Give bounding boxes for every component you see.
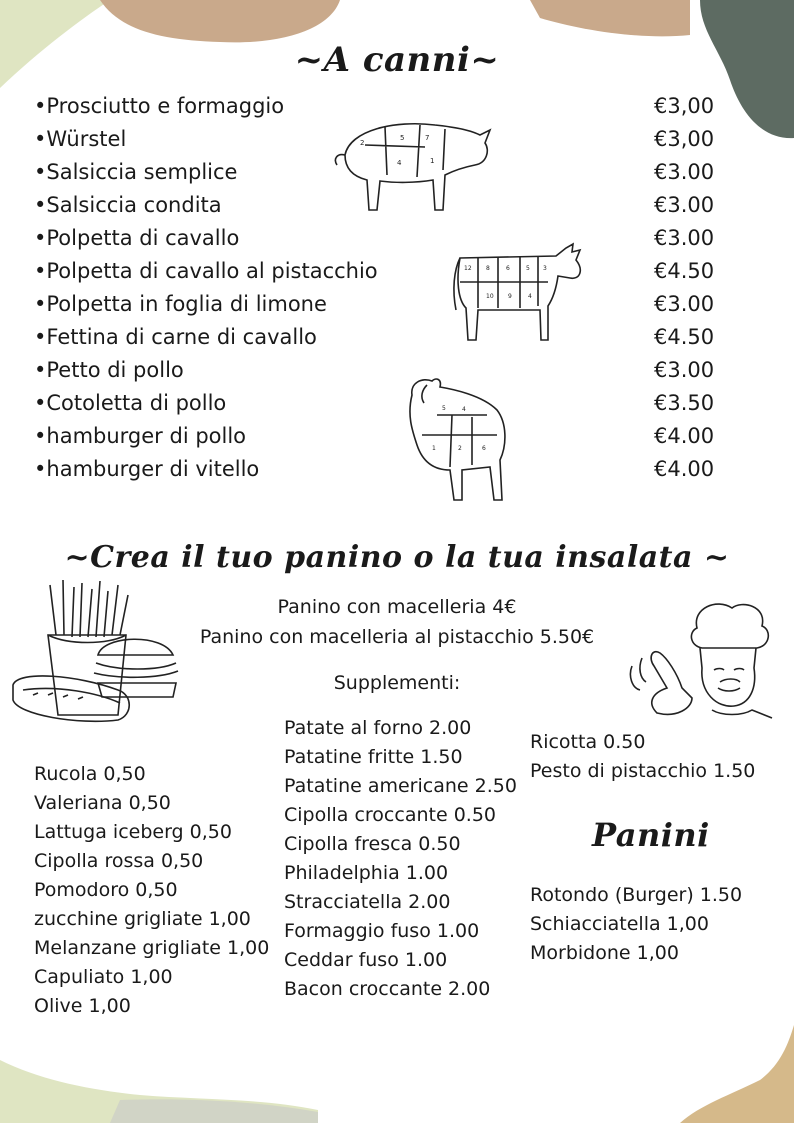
list-item: Cipolla rossa 0,50 bbox=[34, 850, 204, 872]
item-price: €3.00 bbox=[654, 160, 715, 184]
panini-items-list bbox=[530, 881, 742, 968]
svg-text:8: 8 bbox=[486, 265, 490, 272]
svg-text:10: 10 bbox=[486, 293, 494, 300]
item-price: €4.00 bbox=[654, 457, 715, 481]
cow-drawing bbox=[448, 240, 588, 345]
menu-row bbox=[34, 354, 724, 387]
sheep-drawing bbox=[392, 375, 512, 505]
supplements-label: Supplementi: bbox=[333, 672, 461, 694]
list-item: Cipolla croccante 0.50 bbox=[284, 804, 496, 826]
list-item: Pomodoro 0,50 bbox=[34, 879, 178, 901]
svg-text:4: 4 bbox=[528, 293, 532, 300]
svg-text:3: 3 bbox=[543, 265, 547, 272]
menu-row bbox=[34, 453, 724, 486]
item-price: €3.00 bbox=[654, 226, 715, 250]
svg-text:6: 6 bbox=[482, 445, 486, 452]
svg-text:12: 12 bbox=[464, 265, 472, 272]
panino-pistachio-price-line: Panino con macelleria al pistacchio 5.50€ bbox=[199, 626, 595, 648]
item-name: •Polpetta di cavallo al pistacchio bbox=[34, 259, 378, 283]
list-item: Lattuga iceberg 0,50 bbox=[34, 821, 232, 843]
item-price: €3.00 bbox=[654, 193, 715, 217]
svg-text:4: 4 bbox=[397, 159, 402, 167]
item-name: •Salsiccia semplice bbox=[34, 160, 238, 184]
list-item: Ricotta 0.50 bbox=[530, 731, 646, 753]
bottom-left-blob bbox=[0, 1060, 320, 1123]
menu-row bbox=[34, 222, 724, 255]
item-name: •Prosciutto e formaggio bbox=[34, 94, 285, 118]
item-price: €3.00 bbox=[654, 358, 715, 382]
svg-text:2: 2 bbox=[458, 445, 462, 452]
salad-items-list bbox=[34, 760, 269, 1021]
svg-text:6: 6 bbox=[506, 265, 510, 272]
list-item: Stracciatella 2.00 bbox=[284, 891, 451, 913]
svg-text:1: 1 bbox=[430, 157, 435, 165]
svg-text:1: 1 bbox=[432, 445, 436, 452]
list-item: zucchine grigliate 1,00 bbox=[34, 908, 251, 930]
item-name: •Polpetta in foglia di limone bbox=[34, 292, 327, 316]
item-name: •Petto di pollo bbox=[34, 358, 184, 382]
list-item: Morbidone 1,00 bbox=[530, 942, 679, 964]
item-price: €3,00 bbox=[654, 127, 715, 151]
panini-title: Panini bbox=[592, 816, 710, 854]
list-item: Formaggio fuso 1.00 bbox=[284, 920, 480, 942]
list-item: Melanzane grigliate 1,00 bbox=[34, 937, 270, 959]
item-name: •Polpetta di cavallo bbox=[34, 226, 240, 250]
pig-drawing bbox=[325, 115, 495, 215]
list-item: Cipolla fresca 0.50 bbox=[284, 833, 461, 855]
list-item: Patate al forno 2.00 bbox=[284, 717, 472, 739]
svg-text:4: 4 bbox=[462, 406, 466, 413]
list-item: Rucola 0,50 bbox=[34, 763, 146, 785]
item-name: •Fettina di carne di cavallo bbox=[34, 325, 317, 349]
item-price: €4.50 bbox=[654, 325, 715, 349]
panino-price-line: Panino con macelleria 4€ bbox=[277, 596, 517, 618]
top-right-tan-blob bbox=[530, 0, 690, 40]
item-price: €3.00 bbox=[654, 292, 715, 316]
menu-row bbox=[34, 255, 724, 288]
svg-text:9: 9 bbox=[508, 293, 512, 300]
svg-text:5: 5 bbox=[442, 405, 446, 412]
build-section-title: ~Crea il tuo panino o la tua insalata ~ bbox=[64, 540, 730, 575]
extra-items-list bbox=[530, 728, 755, 786]
svg-text:5: 5 bbox=[526, 265, 530, 272]
list-item: Valeriana 0,50 bbox=[34, 792, 171, 814]
menu-row bbox=[34, 420, 724, 453]
list-item: Rotondo (Burger) 1.50 bbox=[530, 884, 743, 906]
list-item: Capuliato 1,00 bbox=[34, 966, 173, 988]
menu-row bbox=[34, 288, 724, 321]
supplement-items-list bbox=[284, 714, 517, 1004]
bottom-right-blob bbox=[680, 1025, 794, 1123]
list-item: Philadelphia 1.00 bbox=[284, 862, 449, 884]
item-name: •hamburger di vitello bbox=[34, 457, 260, 481]
list-item: Ceddar fuso 1.00 bbox=[284, 949, 448, 971]
svg-text:2: 2 bbox=[360, 139, 365, 147]
svg-text:5: 5 bbox=[400, 134, 405, 142]
list-item: Schiacciatella 1,00 bbox=[530, 913, 709, 935]
item-name: •Cotoletta di pollo bbox=[34, 391, 227, 415]
menu-row bbox=[34, 321, 724, 354]
item-price: €3,00 bbox=[654, 94, 715, 118]
item-price: €3.50 bbox=[654, 391, 715, 415]
item-price: €4.00 bbox=[654, 424, 715, 448]
menu-row bbox=[34, 387, 724, 420]
svg-text:7: 7 bbox=[425, 134, 430, 142]
list-item: Bacon croccante 2.00 bbox=[284, 978, 491, 1000]
item-name: •Salsiccia condita bbox=[34, 193, 222, 217]
meat-section-title: ~A canni~ bbox=[294, 40, 500, 80]
list-item: Pesto di pistacchio 1.50 bbox=[530, 760, 756, 782]
item-price: €4.50 bbox=[654, 259, 715, 283]
list-item: Patatine americane 2.50 bbox=[284, 775, 517, 797]
list-item: Olive 1,00 bbox=[34, 995, 131, 1017]
item-name: •Würstel bbox=[34, 127, 127, 151]
item-name: •hamburger di pollo bbox=[34, 424, 247, 448]
list-item: Patatine fritte 1.50 bbox=[284, 746, 463, 768]
